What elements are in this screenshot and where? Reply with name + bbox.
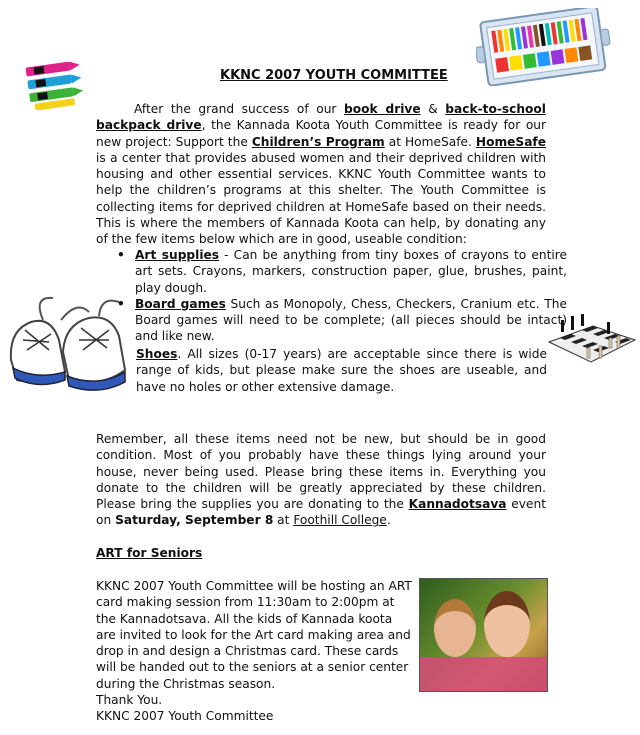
intro-paragraph: After the grand success of our book drive & back-to-school backpack drive, the Kannada Koota Youth Committee is ready for our new project: Support the Children’s Program at HomeSafe. HomeSafe is a center that provides abused women and their deprived children with housing and other essential services. KKNC Youth Committee wants to help the children’s programs at this shelter. The Youth Committee is collecting items for deprived children at HomeSafe based on their needs. This is where the members of Kannada Koota can help, by donating any of the few items below which are in good, useable condition:	[96, 102, 547, 247]
art-paragraph: KKNC 2007 Youth Committee will be hosting an ART card making session from 11:30am to 2:00pm at the Kannadotsava. All the kids of Kannada koota are invited to look for the Art card making area and drop in and design a Christmas card. These cards will be handed out to the seniors at a senior center during the Christmas season.	[96, 579, 412, 691]
children-photo	[419, 578, 548, 692]
page-title: KKNC 2007 YOUTH COMMITTEE	[220, 68, 448, 83]
child-face-right	[484, 591, 530, 657]
bullet-icon: •	[117, 296, 125, 311]
event-name: Kannadotsava	[408, 497, 507, 512]
child-shirts	[420, 657, 547, 691]
signature: KKNC 2007 Youth Committee	[96, 709, 274, 724]
backpack-drive-link: back-to-school backpack drive	[96, 102, 546, 133]
thanks-text: Thank You.	[96, 693, 163, 707]
homesafe-text: HomeSafe	[475, 134, 546, 149]
event-place: Foothill College	[293, 513, 387, 528]
list-item: • Art supplies - Can be anything from tiny boxes of crayons to entire art sets. Crayons, markers, construction paper, glue, brushes, paint, play dough.	[117, 248, 568, 295]
item-label: Art supplies	[135, 248, 220, 262]
donation-items-list	[115, 247, 567, 345]
sneakers-icon	[3, 290, 133, 402]
list-item: • Board games Such as Monopoly, Chess, Checkers, Cranium etc. The Board games will need to be complete; (all pieces should be intact) and like new.	[117, 296, 567, 344]
art-section-title: ART for Seniors	[96, 546, 203, 560]
crayons-icon	[22, 58, 84, 110]
child-face-left	[434, 599, 476, 657]
item-label: Board games	[135, 296, 226, 311]
book-drive-link: book drive	[344, 102, 421, 116]
childrens-program-text: Children’s Program	[251, 134, 385, 149]
shoes-label: Shoes	[136, 347, 178, 361]
shoes-paragraph: Shoes. All sizes (0-17 years) are acceptable since there is wide range of kids, but please make sure the shoes are useable, and have no holes or other extensive damage.	[136, 347, 547, 394]
art-set-icon	[476, 8, 611, 86]
remember-paragraph: Remember, all these items need not be new, but should be in good condition. Most of you probably have these things lying around your house, never being used. Please bring these items in. Everything you donate to the children will be greatly appreciated by these children. Please bring the supplies you are donating to the Kannadotsava event on Saturday, September 8 at Foothill College.	[96, 432, 546, 528]
closing	[96, 692, 273, 725]
bullet-icon: •	[117, 248, 125, 262]
event-date: Saturday, September 8	[115, 513, 274, 528]
